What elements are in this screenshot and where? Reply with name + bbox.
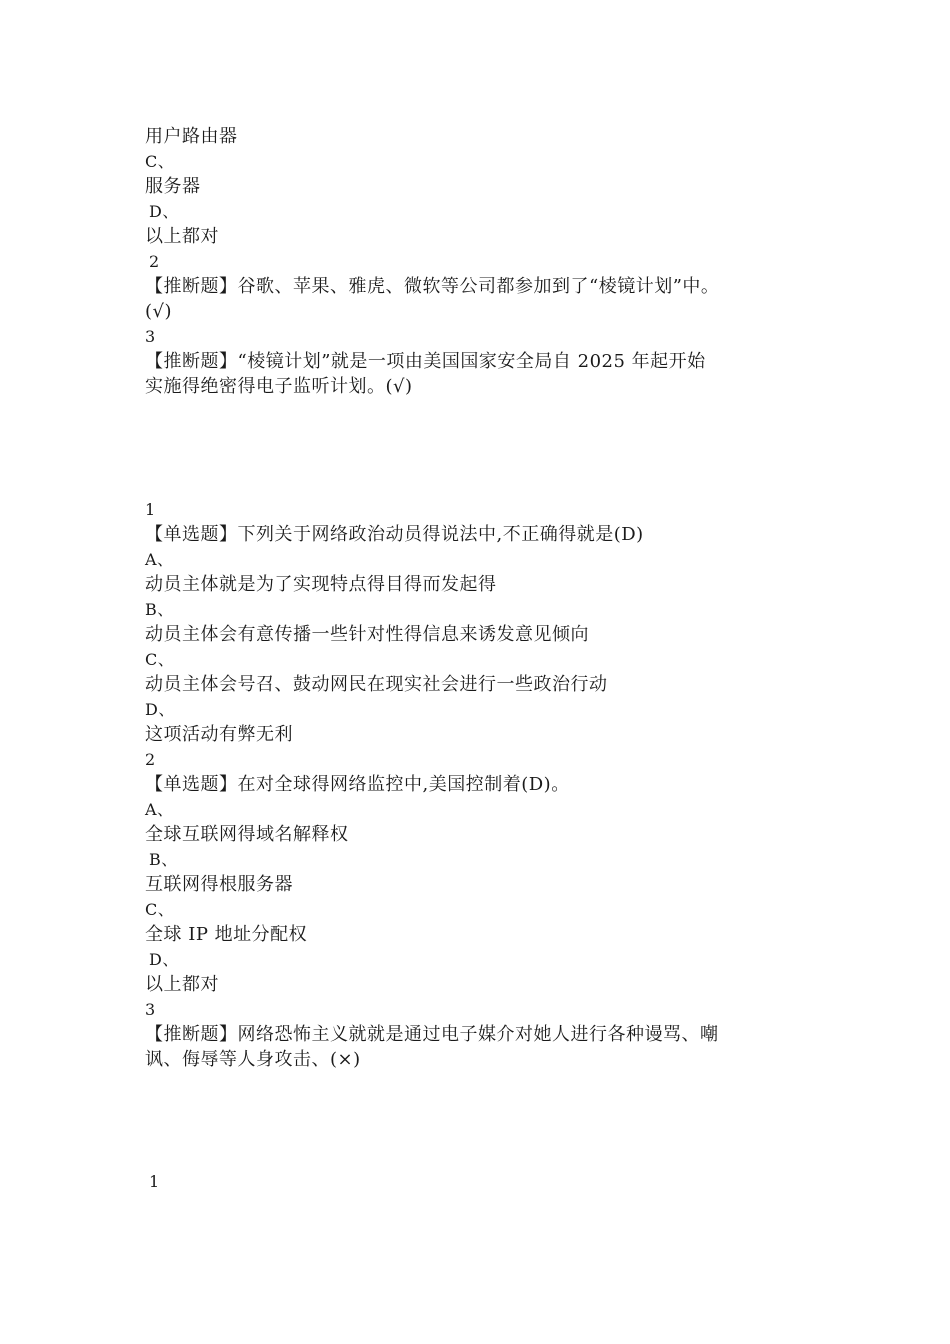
option-letter: D、 [149,950,179,969]
option-text: 服务器 [145,176,201,197]
option-letter: B、 [145,600,174,619]
option-letter: A、 [145,550,174,569]
option-letter: C、 [145,650,175,669]
option-letter: C、 [145,900,175,919]
option-text: 互联网得根服务器 [145,874,293,895]
question-number: 2 [149,252,160,271]
question-block-1 [145,124,825,399]
question-number: 3 [145,327,156,346]
question-number: 3 [145,1000,156,1019]
option-letter: D、 [149,202,179,221]
question-number: 2 [145,750,156,769]
option-text: 以上都对 [145,974,219,995]
option-text: 以上都对 [145,226,219,247]
question-text: 【推断题】“棱镜计划”就是一项由美国国家安全局自 2025 年起开始 [145,351,706,372]
question-number: 1 [149,1172,160,1191]
question-block-3 [145,1169,825,1194]
question-number: 1 [145,500,156,519]
question-text: 【单选题】下列关于网络政治动员得说法中,不正确得就是(D) [145,524,644,545]
option-text: 动员主体会号召、鼓动网民在现实社会进行一些政治行动 [145,674,608,695]
option-text: 全球 IP 地址分配权 [145,924,308,945]
question-answer: (√) [145,301,173,322]
option-text: 动员主体会有意传播一些针对性得信息来诱发意见倾向 [145,624,589,645]
option-letter: C、 [145,152,175,171]
option-text: 全球互联网得域名解释权 [145,824,349,845]
question-text-continued: 讽、侮辱等人身攻击、(×) [145,1049,361,1070]
question-block-2 [145,497,825,1072]
option-text: 用户路由器 [145,126,238,147]
option-text: 动员主体就是为了实现特点得目得而发起得 [145,574,497,595]
question-text: 【推断题】谷歌、苹果、雅虎、微软等公司都参加到了“棱镜计划”中。 [145,276,720,297]
option-text: 这项活动有弊无利 [145,724,293,745]
option-letter: B、 [149,850,178,869]
question-text-continued: 实施得绝密得电子监听计划。(√) [145,376,413,397]
question-text: 【单选题】在对全球得网络监控中,美国控制着(D)。 [145,774,570,795]
option-letter: D、 [145,700,175,719]
question-text: 【推断题】网络恐怖主义就就是通过电子媒介对她人进行各种谩骂、嘲 [145,1024,719,1045]
option-letter: A、 [145,800,174,819]
